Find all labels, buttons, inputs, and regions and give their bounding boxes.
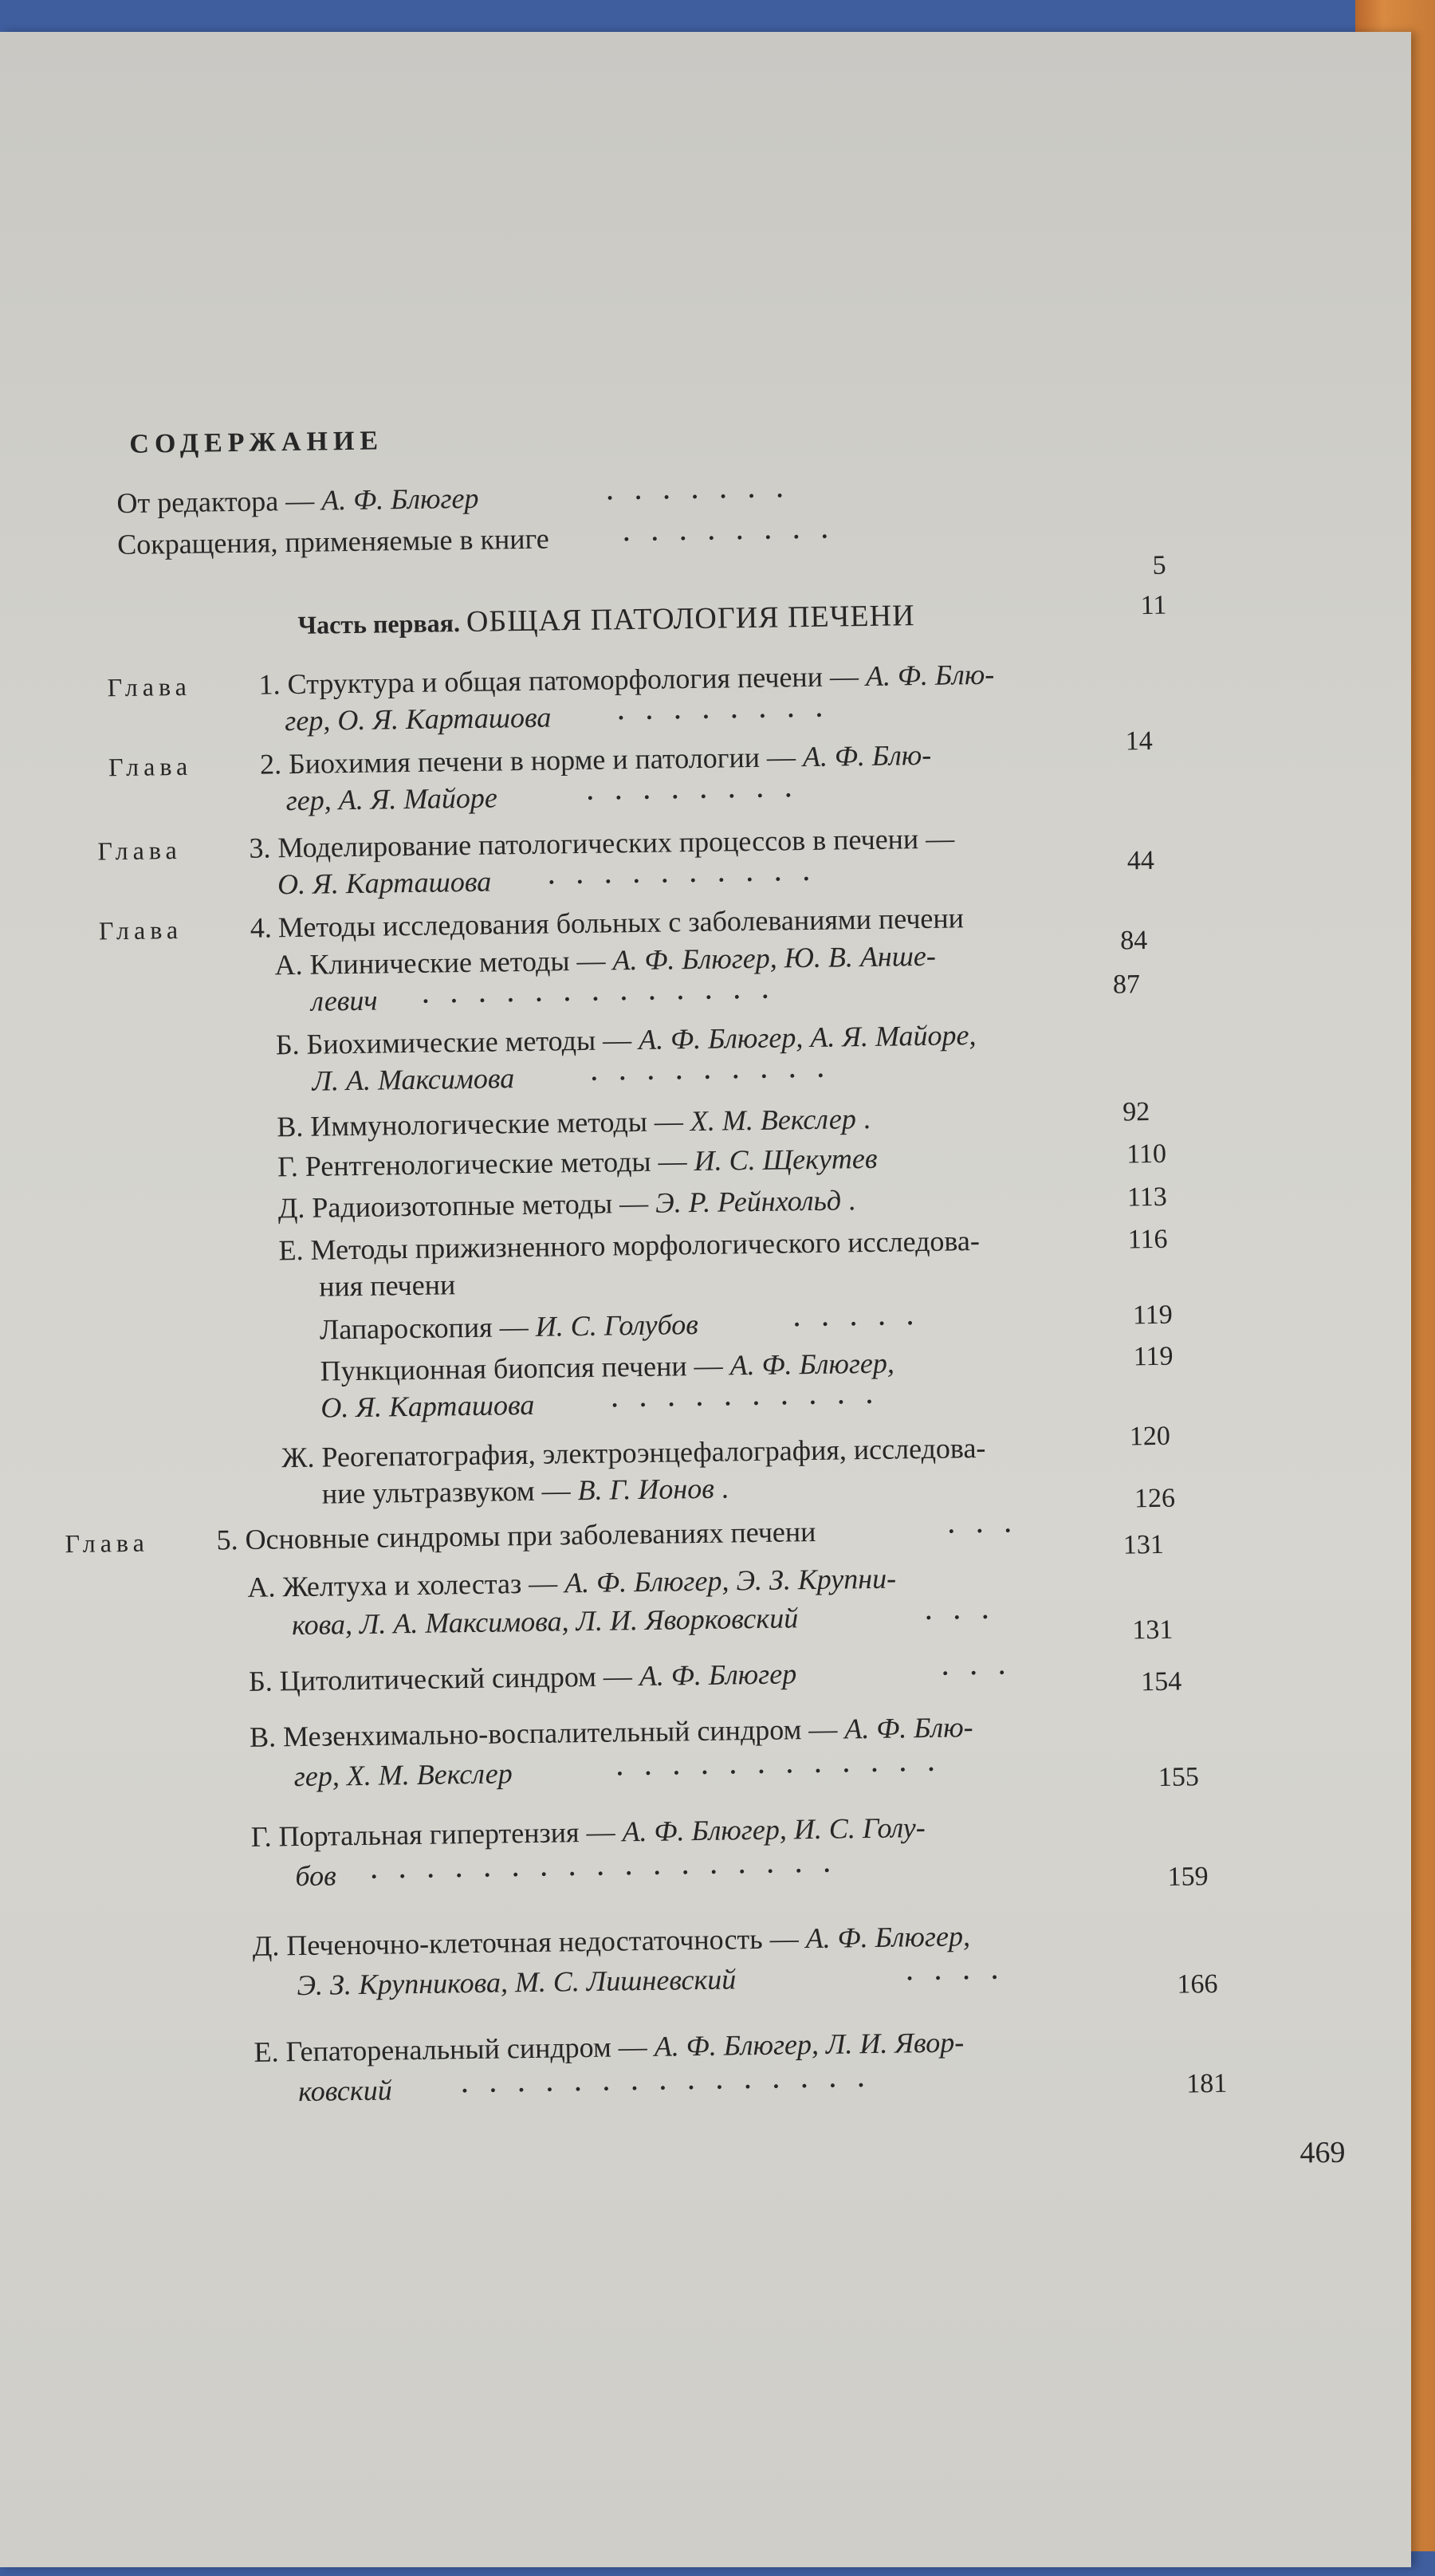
leader-dots: ... bbox=[942, 1653, 1028, 1681]
page-ref: 131 bbox=[1132, 1614, 1174, 1646]
toc-subitem-laparoscopy: Лапароскопия — И. С. Голубов bbox=[319, 1308, 699, 1346]
chapter-3-authors: О. Я. Карташова bbox=[277, 865, 492, 901]
toc-chapter-2: 2. Биохимия печени в норме и патологии — А. Ф. Блю- bbox=[259, 738, 932, 781]
leader-dots: ............... bbox=[461, 2065, 887, 2098]
toc-item-5a: А. Желтуха и холестаз — А. Ф. Блюгер, Э. З. Крупни- bbox=[247, 1562, 897, 1603]
toc-item-5g: Г. Портальная гипертензия — А. Ф. Блюгер, И. С. Голу- bbox=[250, 1811, 926, 1853]
toc-item-4zh: Ж. Реогепатография, электроэнцефалография, исследова- bbox=[281, 1431, 986, 1474]
toc-heading: СОДЕРЖАНИЕ bbox=[129, 426, 384, 459]
leader-dots: ... bbox=[925, 1597, 1011, 1626]
leader-dots: ................. bbox=[371, 1850, 853, 1884]
toc-chapter-3: 3. Моделирование патологических процессов в печени — bbox=[249, 822, 955, 864]
leader-dots: .......... bbox=[548, 859, 832, 890]
book-page bbox=[0, 32, 1411, 2567]
toc-chapter-5: 5. Основные синдромы при заболеваниях печени bbox=[216, 1515, 816, 1556]
page-ref: 87 bbox=[1112, 969, 1141, 1000]
toc-item-5b: Б. Цитолитический синдром — А. Ф. Блюгер bbox=[248, 1658, 797, 1697]
item-4zh-line2: ние ультразвуком — В. Г. Ионов . bbox=[321, 1472, 729, 1510]
page-ref: 116 bbox=[1127, 1224, 1168, 1255]
leader-dots: ........ bbox=[623, 517, 851, 547]
item-5a-authors: кова, Л. А. Максимова, Л. И. Яворковский bbox=[291, 1602, 799, 1642]
leader-dots: ............ bbox=[616, 1749, 957, 1781]
toc-content bbox=[0, 22, 1433, 2576]
page-ref: 44 bbox=[1126, 845, 1155, 876]
leader-dots: ....... bbox=[607, 476, 806, 505]
chapter-2-authors: гер, А. Я. Майоре bbox=[285, 781, 498, 817]
toc-item-4e: Е. Методы прижизненного морфологического исследова- bbox=[278, 1225, 981, 1267]
page-ref: 84 bbox=[1119, 926, 1148, 956]
page-ref: 92 bbox=[1122, 1097, 1150, 1127]
part-title: Часть первая. ОБЩАЯ ПАТОЛОГИЯ ПЕЧЕНИ bbox=[297, 599, 915, 639]
leader-dots: ... bbox=[948, 1511, 1034, 1539]
page-ref: 11 bbox=[1140, 590, 1167, 621]
toc-chapter-4-title: Методы исследования больных с заболеваниями печени bbox=[277, 902, 965, 944]
page-ref: 166 bbox=[1177, 1968, 1218, 2000]
page-ref: 155 bbox=[1158, 1762, 1200, 1792]
page-ref: 181 bbox=[1185, 2068, 1228, 2099]
leader-dots: .... bbox=[906, 1957, 1020, 1986]
leader-dots: ..... bbox=[793, 1303, 936, 1332]
toc-item-4b: Б. Биохимические методы — А. Ф. Блюгер, А. Я. Майоре, bbox=[275, 1019, 977, 1061]
page-ref: 5 bbox=[1152, 550, 1166, 580]
glava-label: Глава bbox=[97, 835, 182, 866]
toc-entry-abbreviations: Сокращения, применяемые в книге bbox=[116, 522, 549, 561]
glava-label: Глава bbox=[108, 751, 193, 782]
toc-chapter-4: 4. bbox=[250, 911, 273, 944]
leader-dots: .......... bbox=[611, 1382, 895, 1413]
toc-item-5d: Д. Печеночно-клеточная недостаточность — А. Ф. Блюгер, bbox=[252, 1920, 971, 1962]
chapter-1-authors: гер, О. Я. Карташова bbox=[284, 701, 552, 737]
page-ref: 119 bbox=[1133, 1341, 1174, 1372]
leader-dots: ............. bbox=[422, 977, 791, 1009]
toc-item-5v: В. Мезенхимально-воспалительный синдром — А. Ф. Блю- bbox=[249, 1711, 973, 1753]
item-5d-authors: Э. З. Крупникова, М. С. Лишневский bbox=[297, 1963, 737, 2002]
toc-chapter-1: 1. Структура и общая патоморфология печени — А. Ф. Блю- bbox=[258, 658, 995, 701]
item-5v-authors: гер, Х. М. Векслер bbox=[293, 1757, 513, 1793]
item-4a-authors: левич bbox=[310, 984, 378, 1017]
toc-item-5e: Е. Гепаторенальный синдром — А. Ф. Блюгер, Л. И. Явор- bbox=[254, 2026, 965, 2068]
toc-item-4g: Г. Рентгенологические методы — И. С. Щекутев bbox=[277, 1142, 878, 1183]
leader-dots: ........ bbox=[617, 695, 845, 726]
page-ref: 119 bbox=[1132, 1300, 1174, 1331]
page-ref: 154 bbox=[1140, 1666, 1182, 1697]
item-5g-authors: бов bbox=[295, 1859, 337, 1893]
glava-label: Глава bbox=[107, 671, 192, 702]
item-4e-line2: ния печени bbox=[318, 1268, 456, 1303]
toc-item-4d: Д. Радиоизотопные методы — Э. Р. Рейнхольд . bbox=[277, 1184, 856, 1225]
page-ref: 14 bbox=[1125, 726, 1153, 757]
page-ref: 126 bbox=[1134, 1483, 1176, 1514]
toc-subitem-biopsy: Пункционная биопсия печени — А. Ф. Блюгер, bbox=[320, 1347, 895, 1387]
leader-dots: ......... bbox=[591, 1056, 847, 1086]
item-4b-authors: Л. А. Максимова bbox=[312, 1062, 515, 1097]
page-number: 469 bbox=[1299, 2135, 1346, 2170]
page-ref: 131 bbox=[1122, 1529, 1165, 1560]
leader-dots: ........ bbox=[587, 775, 814, 805]
page-ref: 110 bbox=[1126, 1139, 1167, 1170]
glava-label: Глава bbox=[98, 914, 183, 946]
page-ref: 159 bbox=[1167, 1862, 1209, 1892]
toc-item-4a: А. Клинические методы — А. Ф. Блюгер, Ю. В. Анше- bbox=[274, 939, 937, 981]
glava-label: Глава bbox=[65, 1528, 150, 1559]
page-ref: 120 bbox=[1129, 1421, 1171, 1452]
item-5e-authors: ковский bbox=[297, 2074, 392, 2108]
page-ref: 113 bbox=[1126, 1182, 1167, 1213]
toc-entry-foreword: От редактора — А. Ф. Блюгер bbox=[116, 482, 479, 520]
toc-item-4v: В. Иммунологические методы — Х. М. Векслер . bbox=[277, 1102, 871, 1143]
biopsy-authors: О. Я. Карташова bbox=[320, 1388, 535, 1424]
